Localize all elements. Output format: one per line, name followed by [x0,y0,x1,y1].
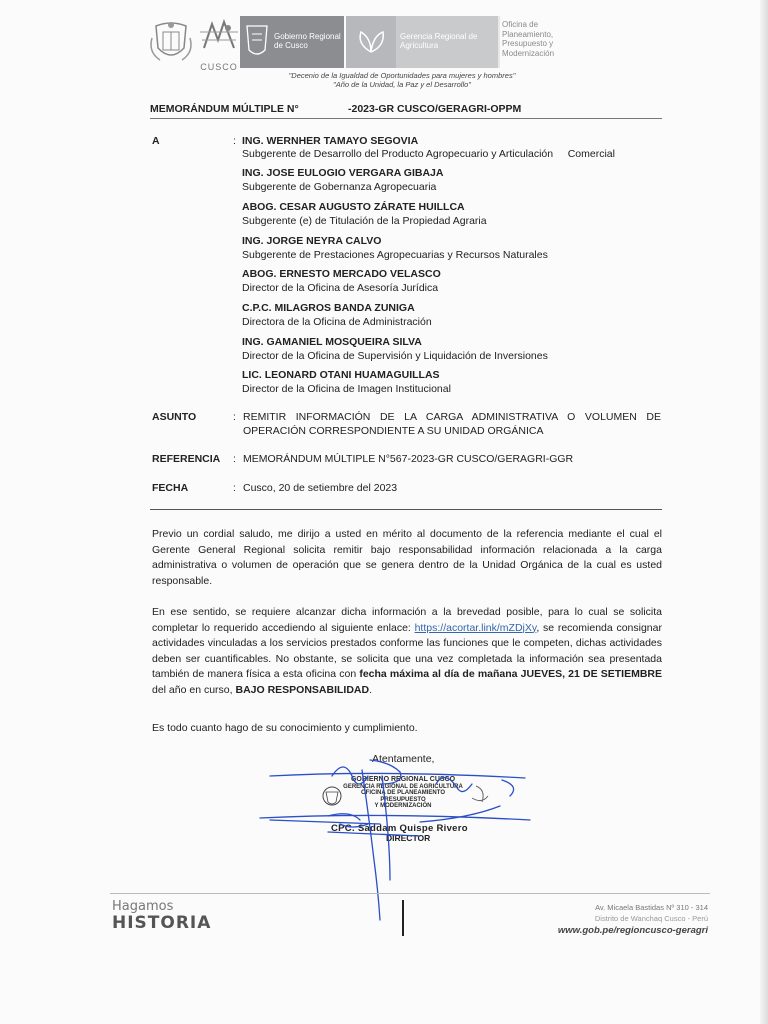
recipient-name: ING. GAMANIEL MOSQUEIRA SILVA [242,336,422,348]
header-divider [150,509,662,510]
closing: Atentamente, [372,753,435,765]
stamp-line: GERENCIA REGIONAL DE AGRICULTURA [343,783,463,790]
p2-text-b: , se recomienda consignar actividades vinculadas a los servicios prestados conforme las funciones que le competen, dichas actividades deben ser cuantificables. No obstante, se solicita que una vez completada la información sea presentada también de manera física a esta oficina con [152,621,662,681]
recipient-name: C.P.C. MILAGROS BANDA ZUNIGA [242,302,415,314]
p2-text-c: del año en curso, [152,683,236,696]
recipient-role: Director de la Oficina de Asesoría Jurídica [242,282,439,294]
signer-role: DIRECTOR [386,833,431,843]
footer-divider [110,893,710,894]
page-edge-shadow [760,0,768,1024]
recipient-name: ABOG. CESAR AUGUSTO ZÁRATE HUILLCA [242,201,465,213]
slogan-hagamos: Hagamos [112,899,174,914]
recipient-name: ING. JOSE EULOGIO VERGARA GIBAJA [242,167,444,179]
gerencia-label: Gerencia Regional de Agricultura [400,32,478,50]
gerencia-agricultura-band [396,16,498,68]
gerencia-emblem-band [346,16,396,68]
recipient-name: ING. JORGE NEYRA CALVO [242,235,382,247]
to-label: A [152,135,160,147]
recipient-role: Subgerente de Gobernanza Agropecuaria [242,181,437,193]
recipient-name: ING. WERNHER TAMAYO SEGOVIA [242,135,419,147]
leaf-icon [351,22,391,62]
cusco-label: CUSCO [200,62,238,72]
handwritten-signature [240,740,550,940]
recipient-role: Subgerente de Desarrollo del Producto Agropecuario y Articulación Comercial [242,148,615,160]
p2-text-a: En ese sentido, se requiere alcanzar dicha información a la brevedad posible, para lo cual se solicita completar lo requerido accediendo al siguiente enlace: [152,606,662,634]
motto [0,71,768,89]
p2-responsibility: BAJO RESPONSABILIDAD [235,683,370,696]
title-underline [150,118,662,119]
motto-line1: "Decenio de la Igualdad de Oportunidades para mujeres y hombres" [288,71,516,80]
recipient-role: Subgerente de Prestaciones Agropecuarias y Recursos Naturales [242,249,548,261]
footer-address: Av. Micaela Bastidas Nº 310 - 314 [595,903,708,912]
referencia-text: MEMORÁNDUM MÚLTIPLE N°567-2023-GR CUSCO/GERAGRI-GGR [243,453,574,465]
body-paragraph-2 [152,605,662,699]
asunto-text: REMITIR INFORMACIÓN DE LA CARGA ADMINISTRATIVA O VOLUMEN DE OPERACIÓN CORRESPONDIENTE A SU UNIDAD ORGÁNICA [243,411,661,437]
recipient-role: Director de la Oficina de Supervisión y Liquidación de Inversiones [242,350,548,362]
motto-line2: "Año de la Unidad, la Paz y el Desarrollo" [333,80,471,89]
stamp-line: OFICINA DE PLANEAMIENTO PRESUPUESTO [360,790,445,803]
header-separator [498,16,500,68]
recipient-role: Directora de la Oficina de Administración [242,316,432,328]
oficina-label: Oficina de Planeamiento, Presupuesto y Modernización [502,20,555,58]
memo-title: MEMORÁNDUM MÚLTIPLE N° [150,103,299,115]
to-colon: : [233,135,236,147]
signer-name: CPC. Saddam Quispe Rivero [331,823,468,834]
memo-code: -2023-GR CUSCO/GERAGRI-OPPM [348,103,522,115]
footer-website[interactable]: www.gob.pe/regioncusco-geragri [557,925,708,936]
body-paragraph-3: Es todo cuanto hago de su conocimiento y cumplimiento. [152,722,418,734]
fecha-label: FECHA [152,482,189,494]
gobierno-regional-band [240,16,344,68]
fecha-text: Cusco, 20 de setiembre del 2023 [243,482,398,494]
cusco-logo [198,18,238,72]
asunto-label: ASUNTO [152,411,197,423]
body-paragraph-1: Previo un cordial saludo, me dirijo a usted en mérito al documento de la referencia mediante el cual el Gerente General Regional solicita remitir bajo responsabilidad información relacionada a la carga administrativa o volumen de operación que se genera dentro de la Unidad Orgánica de la cual es usted responsable. [152,528,662,587]
gobierno-shield-icon [244,22,270,62]
asunto-colon: : [233,411,236,423]
cusco-emblem-icon [198,18,240,54]
p2-text-d: . [369,683,373,696]
recipient-role: Director de la Oficina de Imagen Institucional [242,383,451,395]
gobierno-label: Gobierno Regional de Cusco [274,32,341,50]
recipient-name: LIC. LEONARD OTANI HUAMAGUILLAS [242,369,440,381]
referencia-label: REFERENCIA [152,453,221,465]
form-link[interactable]: https://acortar.link/mZDjXy [414,621,537,634]
footer-district: Distrito de Wanchaq Cusco - Perú [594,914,708,923]
fecha-colon: : [233,482,236,494]
recipient-name: ABOG. ERNESTO MERCADO VELASCO [242,268,441,280]
stamp-line: Y MODERNIZACIÓN [374,803,432,809]
peru-coat-of-arms-icon [148,18,194,68]
p2-deadline: fecha máxima al día de mañana JUEVES, 21 DE SETIEMBRE [359,668,662,681]
recipient-role: Subgerente (e) de Titulación de la Propiedad Agraria [242,215,487,227]
referencia-colon: : [233,453,236,465]
stamp-line: GOBIERNO REGIONAL CUSCO [350,776,456,783]
slogan-historia: HISTORIA [112,913,212,933]
